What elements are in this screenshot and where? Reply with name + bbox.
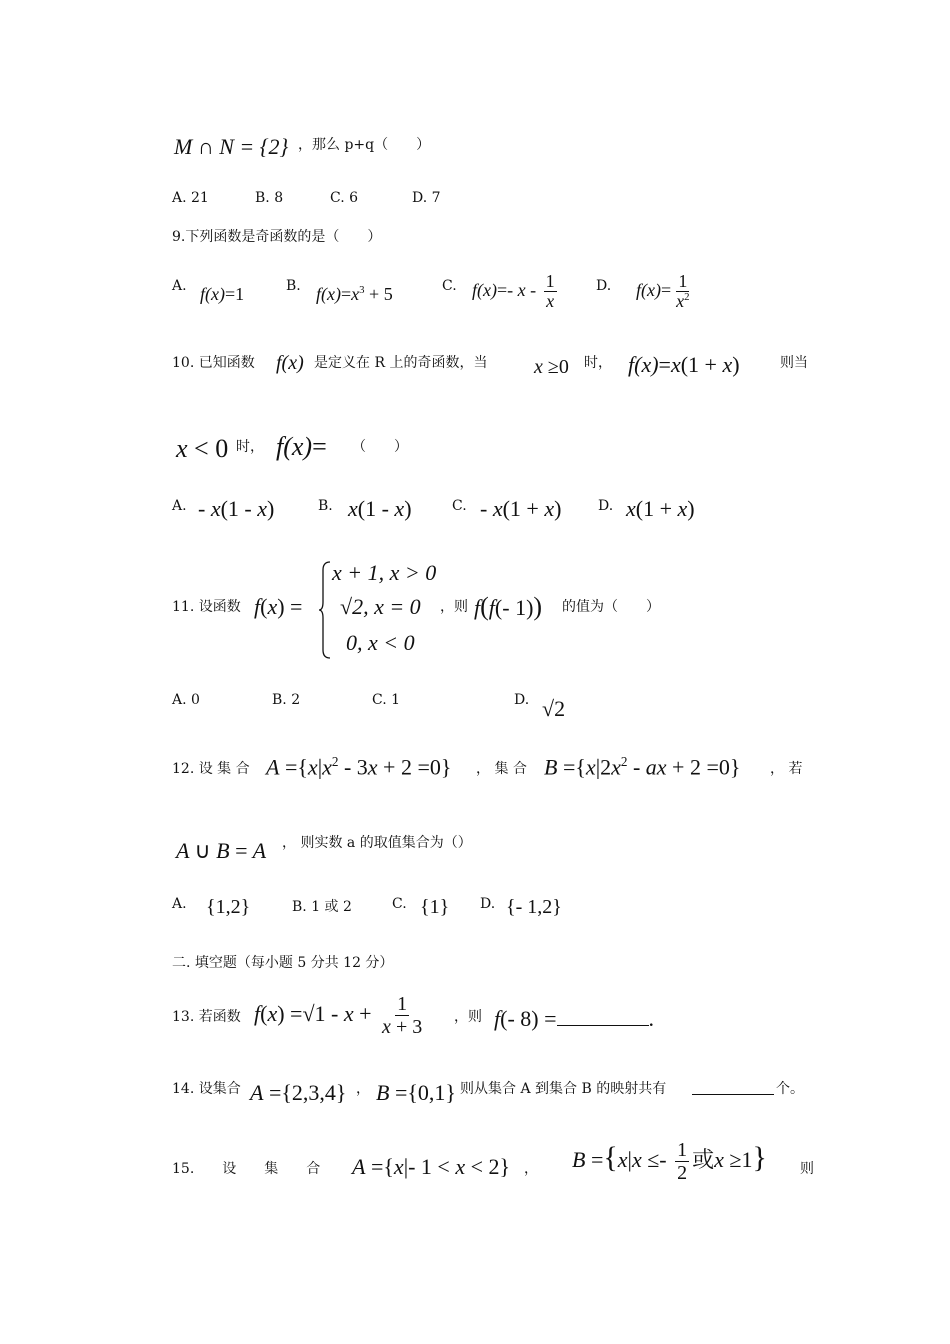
q10-ask: f(x)= [276,432,327,461]
q11-stem-b: ，则 [440,599,468,615]
q9-option-c-formula: f(x)=- x - $\frac{1}{x}$ [472,271,555,311]
q9-option-a-formula: f(x)=1 [200,284,245,304]
q9-option-b-formula: $f(x)=x^3 + 5$ [316,284,393,304]
q10-stem-e: 时， [236,439,264,455]
q12-set-b: $B =\{x|2x^2$ - ax + 2 =0} [544,754,741,780]
q12-option-b: B. 1 或 2 [292,899,352,915]
q10-stem-d: 则当 [780,355,808,371]
q10-label-c: C. [452,498,467,514]
q11-left-brace [318,560,332,660]
q8-option-a: A. 21 [172,190,209,206]
q12-stem-b: ， 集 合 [476,761,527,777]
q10-neg-condition: x < 0 [176,434,229,463]
q12-stem-d: ， 则实数 a 的取值集合为（） [282,835,472,851]
q14-answer-blank[interactable] [692,1094,774,1095]
q11-option-c: C. 1 [372,692,401,708]
q12-label-d: D. [480,896,496,912]
q9-label-d: D. [596,278,612,294]
q10-label-d: D. [598,498,614,514]
q14-stem-c: 则从集合 A 到集合 B 的映射共有 [460,1081,667,1097]
q11-option-b: B. 2 [272,692,301,708]
q14-stem-d: 个。 [776,1081,804,1097]
q10-stem-f: （ ） [352,439,408,455]
q13-stem-a: 13. 若函数 [172,1009,241,1025]
q12-union: A ∪ B = A [176,838,267,863]
q9-label-a: A. [172,278,187,294]
q12-set-a: $A =\{x|x^2 - 3x + 2 =0\}$ [266,754,452,780]
section2-title: 二. 填空题（每小题 5 分共 12 分） [172,955,394,971]
q11-option-d-sqrt2: √2 [542,696,566,721]
q13-ask: f(- 8) = . [494,1006,655,1031]
q11-case-2: √2, x = 0 [340,594,421,619]
q10-stem-c: 时， [584,355,612,371]
q9-label-c: C. [442,278,457,294]
q15-set-b: B ={x|x ≤- $\frac{1}{2}$ 或x ≥1} [572,1139,767,1184]
q14-set-a: A ={2,3,4} [250,1080,347,1105]
q11-case-1: x + 1, x > 0 [332,560,437,585]
q9-stem: 9.下列函数是奇函数的是（ ） [172,229,382,245]
q8-formula: M ∩ N = {2} [174,134,289,159]
q11-case-3: 0, x < 0 [346,630,415,655]
q12-option-d: {- 1,2} [506,896,562,918]
q12-stem-c: ， 若 [770,761,803,777]
q8-option-b: B. 8 [255,190,284,206]
q10-label-b: B. [318,498,333,514]
q10-option-c: - x(1 + x) [480,496,562,521]
q9-option-d-formula: f(x)= $\frac{1}{x^2}$ [636,271,690,311]
q15-or-text: 或 [692,1147,715,1173]
q10-option-b: x(1 - x) [348,496,412,521]
q10-option-a: - x(1 - x) [198,496,275,521]
q15-stem-c: 则 [800,1161,814,1177]
q11-option-d-label: D. [514,692,530,708]
q12-label-c: C. [392,896,407,912]
q8-option-d: D. 7 [412,190,441,206]
q12-option-a: {1,2} [206,896,251,918]
q15-stem-a: 15. 设 集 合 [172,1161,321,1177]
q12-option-c: {1} [420,896,450,918]
q12-label-a: A. [172,896,187,912]
q8-text: ，那么 p+q（ ） [298,137,431,153]
q13-stem-b: ，则 [454,1009,482,1025]
q11-fx: f(x) = [254,594,303,619]
q15-set-a: A ={x|- 1 < x < 2} [352,1154,511,1179]
q10-condition: x ≥0 [534,356,569,378]
q11-composite: f(f(- 1)) [474,592,543,621]
q10-fx: f(x) [276,352,304,374]
q15-stem-b: ， [524,1161,538,1177]
q10-stem-b: 是定义在 R 上的奇函数，当 [314,355,488,371]
q10-definition: f(x)=x(1 + x) [628,352,740,377]
q14-stem-b: ， [356,1081,370,1097]
q10-label-a: A. [172,498,187,514]
q14-stem-a: 14. 设集合 [172,1081,241,1097]
q11-option-a: A. 0 [172,692,200,708]
q10-option-d: x(1 + x) [626,496,695,521]
q13-function: f(x) =√1 - x + $\frac{1}{x + 3}$ [254,993,423,1038]
q10-stem-a: 10. 已知函数 [172,355,255,371]
q8-option-c: C. 6 [330,190,359,206]
q12-stem-a: 12. 设 集 合 [172,761,250,777]
q11-stem-c: 的值为（ ） [562,599,660,615]
q9-label-b: B. [286,278,301,294]
q14-set-b: B ={0,1} [376,1080,456,1105]
q11-stem-a: 11. 设函数 [172,599,241,615]
